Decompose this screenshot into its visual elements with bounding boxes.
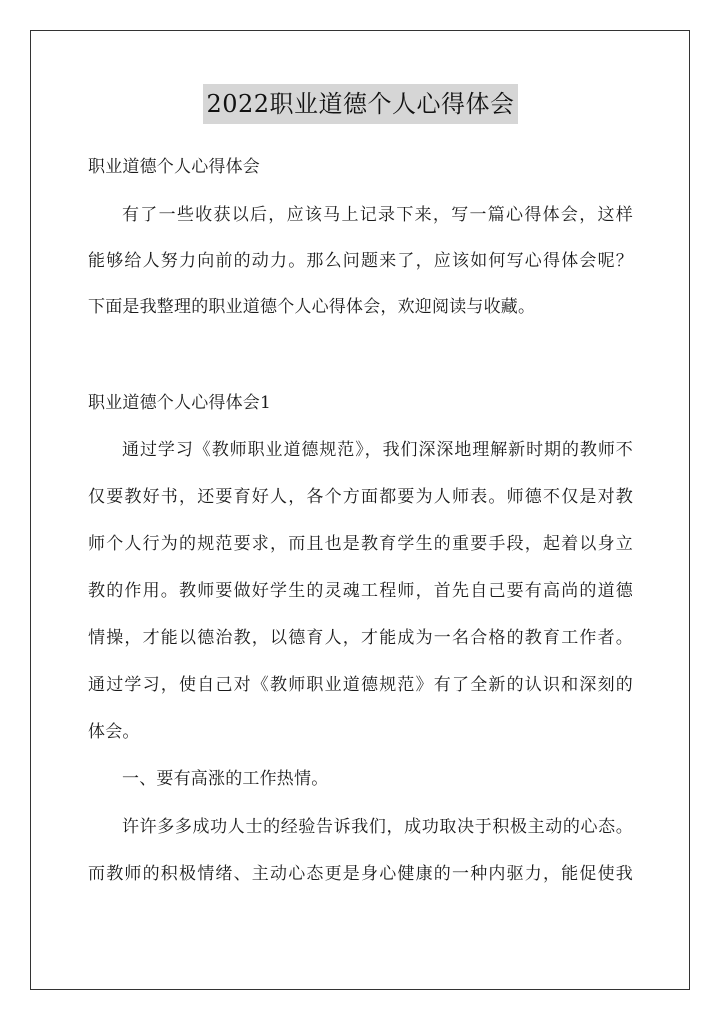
section1-line-2: 仅要教好书，还要育好人，各个方面都要为人师表。师德不仅是对教: [88, 487, 633, 507]
intro-line-3: 下面是我整理的职业道德个人心得体会，欢迎阅读与收藏。: [88, 297, 536, 317]
section1-line-3: 师个人行为的规范要求，而且也是教育学生的重要手段，起着以身立: [88, 534, 633, 554]
point1-heading: 一、要有高涨的工作热情。: [122, 769, 329, 789]
section1-line-4: 教的作用。教师要做好学生的灵魂工程师，首先自己要有高尚的道德: [88, 581, 633, 601]
intro-line-2: 能够给人努力向前的动力。那么问题来了，应该如何写心得体会呢？: [88, 251, 633, 271]
point1-line-1: 许许多多成功人士的经验告诉我们，成功取决于积极主动的心态。: [122, 817, 633, 837]
document-title-wrap: [88, 84, 633, 132]
document-title: 2022职业道德个人心得体会: [203, 84, 517, 124]
point1-line-2: 而教师的积极情绪、主动心态更是身心健康的一种内驱力，能促使我: [88, 864, 633, 884]
section1-line-1: 通过学习《教师职业道德规范》，我们深深地理解新时期的教师不: [122, 440, 633, 460]
section1-line-7: 体会。: [88, 722, 140, 742]
section1-line-6: 通过学习，使自己对《教师职业道德规范》有了全新的认识和深刻的: [88, 675, 633, 695]
section1-heading: 职业道德个人心得体会1: [88, 393, 272, 413]
document-subtitle: 职业道德个人心得体会: [88, 157, 260, 177]
intro-line-1: 有了一些收获以后，应该马上记录下来，写一篇心得体会，这样: [122, 205, 633, 225]
section1-line-5: 情操，才能以德治教，以德育人，才能成为一名合格的教育工作者。: [88, 628, 633, 648]
